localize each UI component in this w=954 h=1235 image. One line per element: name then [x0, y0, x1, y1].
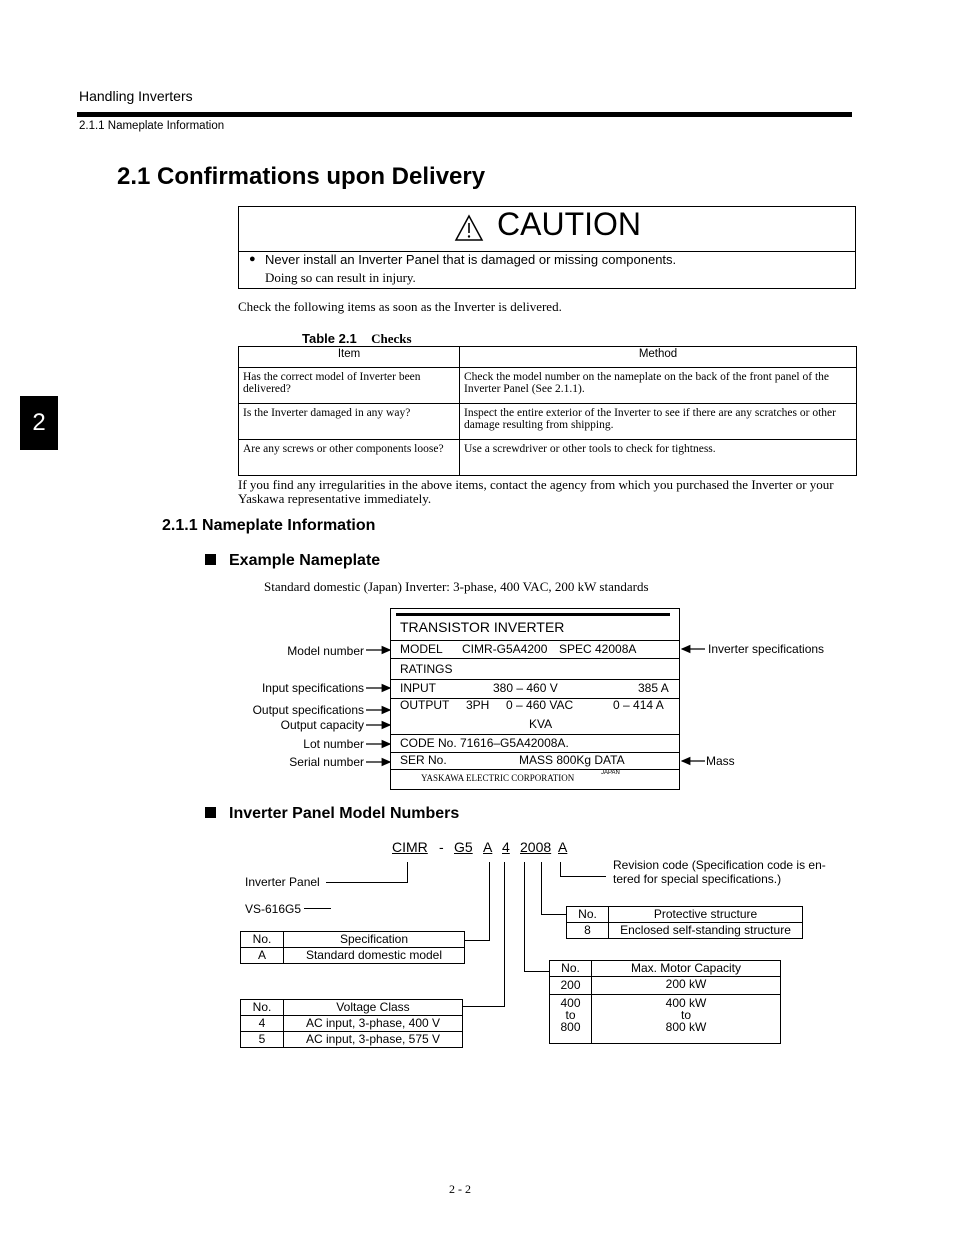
- table-row: [239, 404, 857, 440]
- output-voltage: 0 – 460 VAC: [506, 698, 574, 712]
- cell-line: 400 kW: [665, 996, 707, 1010]
- running-header: Handling Inverters: [79, 88, 193, 104]
- kva-label: KVA: [529, 717, 553, 731]
- table-row: [241, 948, 465, 964]
- section-title: 2.1 Confirmations upon Delivery: [117, 163, 486, 190]
- code-series: G5: [454, 839, 473, 855]
- code-prefix: CIMR: [392, 839, 428, 855]
- connector-line: [524, 862, 525, 972]
- mass-label: Mass: [706, 754, 735, 768]
- table-cell: A: [241, 948, 284, 964]
- table-cell: Are any screws or other components loose?: [239, 440, 460, 476]
- code-voltage: 4: [502, 839, 510, 855]
- connector-line: [504, 862, 505, 1006]
- nameplate-maker-row: [391, 770, 679, 788]
- input-spec-label: Input specifications: [261, 681, 364, 695]
- serial-label: SER No.: [400, 753, 447, 767]
- right-arrows: [678, 640, 708, 770]
- nameplate: [390, 608, 680, 790]
- table-cell: 200: [550, 977, 592, 995]
- table-cell: Has the correct model of Inverter been delivered?: [239, 368, 460, 404]
- table-cell: 5: [241, 1032, 284, 1048]
- nameplate-top-bar: [396, 613, 670, 616]
- inverter-spec-label: Inverter specifications: [708, 642, 825, 656]
- spec-value: SPEC 42008A: [559, 642, 637, 656]
- connector-line: [560, 862, 561, 876]
- table-header-row: [239, 347, 857, 368]
- cell-line: to: [565, 1008, 576, 1022]
- column-header: No.: [550, 961, 592, 977]
- nameplate-kva-row: [391, 715, 679, 735]
- connector-line: [541, 914, 567, 915]
- cell-line: to: [680, 1008, 691, 1022]
- connector-line: [304, 908, 331, 909]
- code-revision: A: [558, 839, 568, 855]
- protective-structure-table: [566, 906, 803, 939]
- nameplate-ratings-row: [391, 659, 679, 680]
- table-cell: 8: [567, 923, 609, 939]
- heading-text: Example Nameplate: [229, 552, 381, 569]
- input-label: INPUT: [400, 681, 436, 695]
- caution-consequence: Doing so can result in injury.: [265, 270, 416, 285]
- table-title: Checks: [371, 331, 412, 346]
- output-phase: 3PH: [466, 698, 490, 712]
- table-cell: [592, 995, 781, 1044]
- subsection-title: 2.1.1 Nameplate Information: [162, 517, 376, 534]
- output-capacity-label: Output capacity: [280, 718, 364, 732]
- nameplate-serial-row: [391, 753, 679, 770]
- country-label: JAPAN: [601, 770, 620, 776]
- cell-line: 400: [560, 996, 581, 1010]
- lot-number-label: Lot number: [303, 737, 364, 751]
- nameplate-output-row: [391, 699, 679, 715]
- column-header: Protective structure: [609, 907, 803, 923]
- model-value: CIMR-G5A4200: [462, 642, 548, 656]
- table-cell: 4: [241, 1016, 284, 1032]
- header-rule: [77, 112, 852, 117]
- nameplate-input-row: [391, 680, 679, 699]
- model-number-label: Model number: [287, 644, 364, 658]
- model-label: MODEL: [400, 642, 443, 656]
- table-row: [239, 368, 857, 404]
- caution-title: CAUTION: [497, 206, 641, 242]
- connector-line: [326, 882, 408, 883]
- running-subheader: 2.1.1 Nameplate Information: [79, 120, 225, 132]
- model-numbers-heading: [205, 805, 459, 823]
- table-cell: [550, 995, 592, 1044]
- intro-paragraph: Check the following items as soon as the Inverter is delivered.: [238, 299, 562, 314]
- example-nameplate-heading: [205, 552, 380, 570]
- column-header: Voltage Class: [284, 1000, 463, 1016]
- column-header: No.: [241, 1000, 284, 1016]
- caution-header: [239, 207, 855, 252]
- cell-line: 800 kW: [665, 1020, 707, 1034]
- left-arrows: [360, 640, 394, 770]
- nameplate-title: TRANSISTOR INVERTER: [400, 619, 565, 635]
- table-cell: Check the model number on the nameplate on the back of the front panel of the Inverter Panel (See 2.1.1).: [460, 368, 857, 404]
- table-cell: Standard domestic model: [284, 948, 465, 964]
- inverter-panel-label: Inverter Panel: [245, 875, 320, 889]
- connector-line: [524, 971, 550, 972]
- table-row: [550, 977, 781, 995]
- table-row: [550, 995, 781, 1044]
- serial-number-label: Serial number: [289, 755, 364, 769]
- series-label: VS-616G5: [245, 902, 302, 916]
- warning-triangle-icon: [454, 214, 484, 242]
- table-row: [241, 1032, 463, 1048]
- mass-value: MASS 800Kg DATA: [519, 753, 625, 767]
- table-cell: Enclosed self-standing structure: [609, 923, 803, 939]
- revision-note-cont: tered for special specifications.): [613, 872, 782, 886]
- code-number: CODE No. 71616–G5A42008A.: [400, 736, 569, 750]
- input-voltage: 380 – 460 V: [493, 681, 558, 695]
- code-spec: A: [483, 839, 493, 855]
- connector-line: [489, 862, 490, 940]
- voltage-class-table: [240, 999, 463, 1048]
- column-header: No.: [567, 907, 609, 923]
- chapter-tab: 2: [20, 396, 58, 450]
- column-header: Method: [460, 347, 857, 368]
- heading-text: Inverter Panel Model Numbers: [229, 805, 460, 822]
- revision-note: Revision code (Specification code is en-: [613, 858, 826, 872]
- connector-line: [407, 862, 408, 882]
- table-caption: [302, 331, 412, 347]
- table-row: [241, 1016, 463, 1032]
- table-cell: AC input, 3-phase, 400 V: [284, 1016, 463, 1032]
- code-capacity: 2008: [520, 839, 552, 855]
- output-label: OUTPUT: [400, 698, 450, 712]
- nameplate-title-row: [391, 617, 679, 641]
- table-cell: Use a screwdriver or other tools to check for tightness.: [460, 440, 857, 476]
- output-spec-label: Output specifications: [252, 703, 364, 717]
- square-bullet-icon: [205, 554, 216, 565]
- caution-box: [238, 206, 856, 289]
- specification-table: [240, 931, 465, 964]
- connector-line: [560, 876, 606, 877]
- connector-line: [465, 940, 490, 941]
- nameplate-model-row: [391, 641, 679, 659]
- caution-text: Never install an Inverter Panel that is damaged or missing components.: [265, 252, 677, 267]
- page-number: 2 - 2: [449, 1182, 471, 1196]
- motor-capacity-table: [549, 960, 781, 1044]
- column-header: Max. Motor Capacity: [592, 961, 781, 977]
- square-bullet-icon: [205, 807, 216, 818]
- output-current: 0 – 414 A: [613, 698, 664, 712]
- bullet-icon: ●: [249, 253, 256, 265]
- table-cell: 200 kW: [592, 977, 781, 995]
- nameplate-code-row: [391, 735, 679, 753]
- example-description: Standard domestic (Japan) Inverter: 3-phase, 400 VAC, 200 kW standards: [264, 579, 649, 594]
- table-row: [567, 923, 803, 939]
- ratings-label: RATINGS: [400, 662, 453, 676]
- code-dash: -: [439, 839, 444, 855]
- connector-line: [541, 862, 542, 914]
- cell-line: 800: [560, 1020, 581, 1034]
- maker-name: YASKAWA ELECTRIC CORPORATION: [421, 773, 575, 783]
- table-cell: Is the Inverter damaged in any way?: [239, 404, 460, 440]
- checks-table: [238, 346, 857, 476]
- connector-line: [463, 1006, 505, 1007]
- column-header: No.: [241, 932, 284, 948]
- table-row: [239, 440, 857, 476]
- column-header: Specification: [284, 932, 465, 948]
- table-cell: Inspect the entire exterior of the Inverter to see if there are any scratches or other damage resulting from shipping.: [460, 404, 857, 440]
- table-number: Table 2.1: [302, 331, 357, 346]
- irregularities-paragraph: If you find any irregularities in the above items, contact the agency from which you purchased the Inverter or your Yaskawa representative immediately.: [238, 477, 834, 506]
- column-header: Item: [239, 347, 460, 368]
- input-current: 385 A: [638, 681, 669, 695]
- table-cell: AC input, 3-phase, 575 V: [284, 1032, 463, 1048]
